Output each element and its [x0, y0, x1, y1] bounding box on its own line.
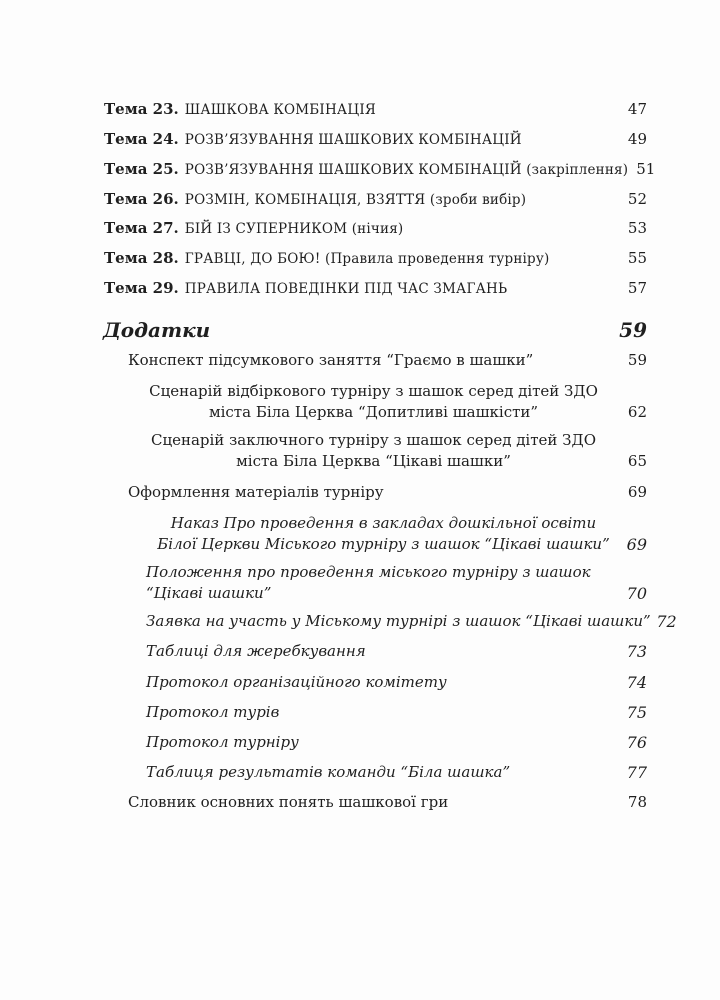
entry-line: міста Біла Церква “Цікаві шашки” [236, 452, 511, 470]
appendix-entry[interactable] [128, 381, 647, 423]
topic-title: БІЙ ІЗ СУПЕРНИКОМ (нічия) [184, 221, 404, 237]
subentry-line: Білої Церкви Міського турніру з шашок “Цікаві шашки” [157, 535, 610, 553]
appendix-subentry[interactable] [146, 641, 647, 662]
appendix-entry[interactable] [128, 350, 647, 371]
toc-topic-24[interactable] [104, 130, 647, 148]
subentry-line: Протокол турів [146, 703, 280, 721]
appendix-subentry[interactable] [146, 732, 647, 753]
subentry-page: 72 [656, 612, 677, 631]
toc-topic-25[interactable] [104, 160, 656, 178]
topic-page: 52 [627, 190, 647, 208]
entry-page: 69 [627, 483, 647, 501]
entry-line: Конспект підсумкового заняття “Граємо в шашки” [128, 351, 534, 369]
topic-title: ШАШКОВА КОМБІНАЦІЯ [184, 102, 376, 118]
topic-number: Тема 29. [104, 279, 179, 297]
topic-title: ПРАВИЛА ПОВЕДІНКИ ПІД ЧАС ЗМАГАНЬ [184, 281, 508, 297]
subentry-page: 69 [626, 535, 647, 554]
appendix-page: 59 [619, 318, 647, 342]
appendix-subentry[interactable] [146, 562, 647, 604]
appendix-subentry[interactable] [146, 672, 647, 693]
entry-page: 59 [627, 351, 647, 369]
appendix-subentry[interactable] [146, 702, 647, 723]
toc-topic-23[interactable] [104, 100, 647, 118]
toc-topic-29[interactable] [104, 279, 647, 297]
topic-number: Тема 28. [104, 249, 179, 267]
topic-title: РОЗМІН, КОМБІНАЦІЯ, ВЗЯТТЯ (зроби вибір) [184, 192, 527, 208]
subentry-line: Таблиці для жеребкування [146, 642, 366, 660]
topic-page: 49 [627, 130, 647, 148]
topic-page: 47 [627, 100, 647, 118]
entry-page: 78 [627, 793, 647, 811]
topic-page: 53 [627, 219, 647, 237]
topic-number: Тема 25. [104, 160, 179, 178]
topic-page: 51 [636, 160, 656, 178]
toc-topic-28[interactable] [104, 249, 647, 267]
subentry-line: Наказ Про проведення в закладах дошкільної освіти [170, 514, 597, 532]
subentry-page: 75 [626, 703, 647, 722]
entry-line: Оформлення матеріалів турніру [128, 483, 384, 501]
topic-number: Тема 27. [104, 219, 179, 237]
subentry-page: 73 [626, 642, 647, 661]
appendix-title: Додатки [103, 318, 211, 342]
subentry-line: Заявка на участь у Міському турнірі з шашок “Цікаві шашки” [146, 612, 651, 630]
subentry-line: Положення про проведення міського турніру з шашок [146, 563, 591, 581]
topic-page: 55 [627, 249, 647, 267]
topic-number: Тема 26. [104, 190, 179, 208]
entry-page: 65 [627, 452, 647, 470]
subentry-line: Протокол організаційного комітету [146, 673, 447, 691]
entry-line: міста Біла Церква “Допитливі шашкісти” [208, 403, 539, 421]
subentry-line: “Цікаві шашки” [146, 584, 272, 602]
toc-topic-27[interactable] [104, 219, 647, 237]
subentry-page: 70 [626, 584, 647, 603]
entry-line: Сценарій відбіркового турніру з шашок серед дітей ЗДО [149, 382, 598, 400]
topic-title: РОЗВ’ЯЗУВАННЯ ШАШКОВИХ КОМБІНАЦІЙ (закріплення) [184, 162, 629, 178]
appendix-entry[interactable] [128, 430, 647, 472]
appendix-subentry[interactable] [146, 762, 647, 783]
topic-title: ГРАВЦІ, ДО БОЮ! (Правила проведення турніру) [184, 251, 550, 267]
topic-number: Тема 23. [104, 100, 179, 118]
entry-page: 62 [627, 403, 647, 421]
appendix-glossary-entry[interactable] [128, 792, 647, 813]
topic-number: Тема 24. [104, 130, 179, 148]
entry-line: Словник основних понять шашкової гри [128, 793, 449, 811]
appendix-heading[interactable] [103, 318, 647, 342]
appendix-subentry[interactable] [146, 611, 677, 632]
topic-title: РОЗВ’ЯЗУВАННЯ ШАШКОВИХ КОМБІНАЦІЙ [184, 132, 522, 148]
topic-page: 57 [627, 279, 647, 297]
subentry-page: 76 [626, 733, 647, 752]
subentry-page: 74 [626, 673, 647, 692]
subentry-line: Протокол турніру [146, 733, 299, 751]
toc-topic-26[interactable] [104, 190, 647, 208]
appendix-subentry[interactable] [146, 513, 647, 555]
entry-line: Сценарій заключного турніру з шашок серед дітей ЗДО [150, 431, 597, 449]
subentry-line: Таблиця результатів команди “Біла шашка” [146, 763, 511, 781]
appendix-entry[interactable] [128, 482, 647, 503]
subentry-page: 77 [626, 763, 647, 782]
